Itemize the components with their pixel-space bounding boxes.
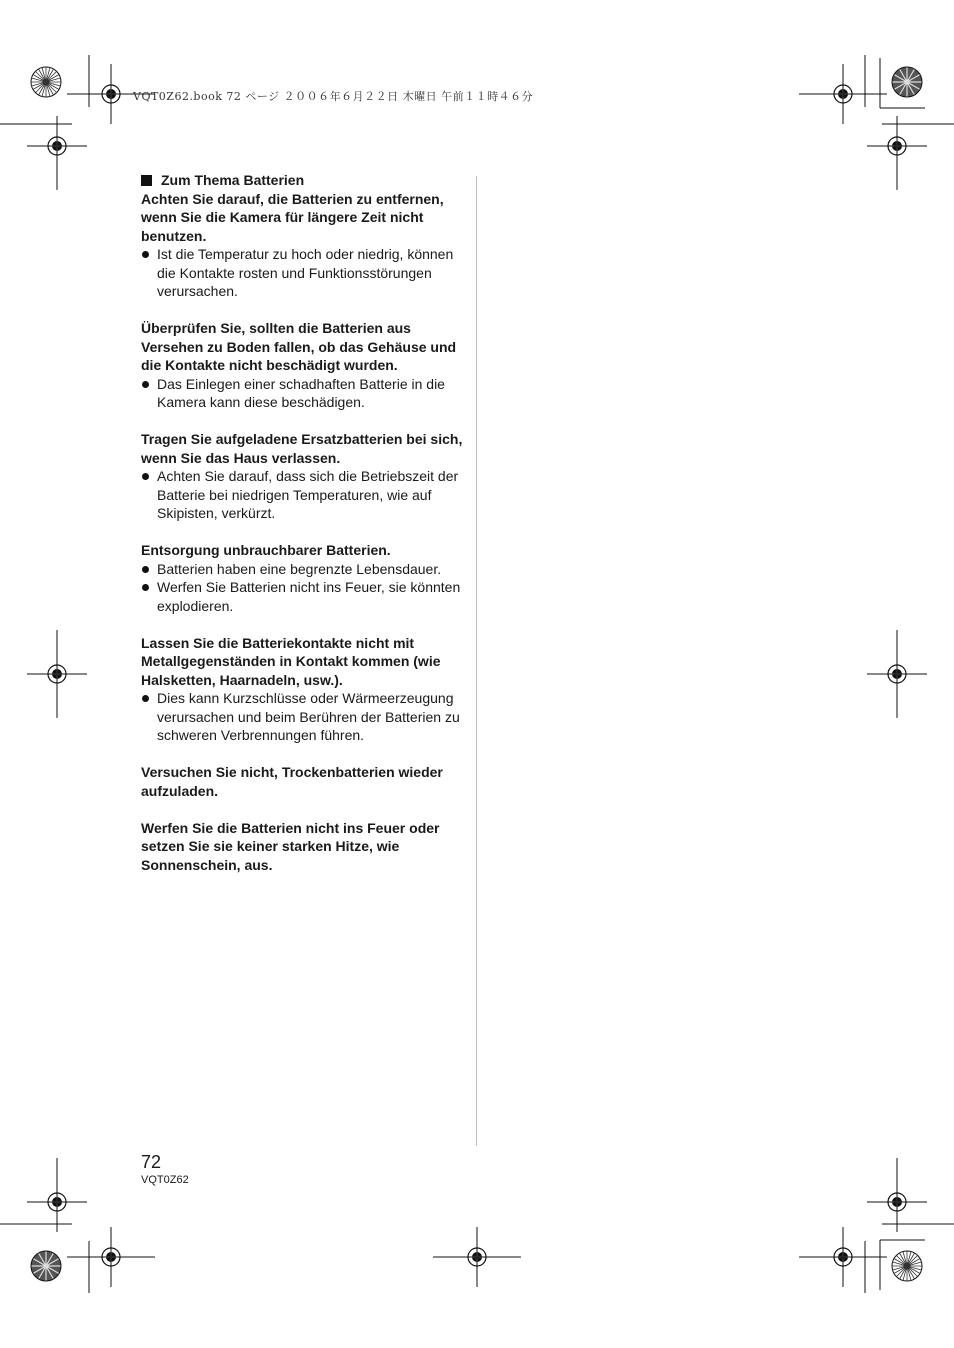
content-column bbox=[141, 171, 467, 893]
bullet-dot-icon bbox=[142, 566, 149, 573]
note-block bbox=[141, 634, 467, 745]
bullet-list bbox=[141, 560, 467, 616]
bullet-text: Batterien haben eine begrenzte Lebensdauer. bbox=[157, 560, 442, 577]
bullet-list bbox=[141, 245, 467, 301]
note-heading: Lassen Sie die Batteriekontakte nicht mit Metallgegenständen in Kontakt kommen (wie Halsketten, Haarnadeln, usw.). bbox=[141, 634, 441, 688]
note-heading: Werfen Sie die Batterien nicht ins Feuer oder setzen Sie sie keiner starken Hitze, wie Sonnenschein, aus. bbox=[141, 819, 440, 873]
bullet-list bbox=[141, 375, 467, 412]
bullet-text: Dies kann Kurzschlüsse oder Wärmeerzeugung verursachen und beim Berühren der Batterien zu schweren Verbrennungen führen. bbox=[157, 690, 460, 743]
bullet-list bbox=[141, 467, 467, 523]
bullet-text: Werfen Sie Batterien nicht ins Feuer, sie könnten explodieren. bbox=[157, 579, 461, 614]
bullet-dot-icon bbox=[142, 381, 149, 388]
note-block bbox=[141, 319, 467, 412]
section-title bbox=[141, 171, 467, 190]
bullet-text: Achten Sie darauf, dass sich die Betriebszeit der Batterie bei niedrigen Temperaturen, wie auf Skipisten, verkürzt. bbox=[157, 468, 459, 521]
bullet-item bbox=[141, 578, 467, 615]
bullet-text: Ist die Temperatur zu hoch oder niedrig, können die Kontakte rosten und Funktionsstörungen verursachen. bbox=[157, 246, 454, 299]
note-heading: Achten Sie darauf, die Batterien zu entfernen, wenn Sie die Kamera für längere Zeit nicht benutzen. bbox=[141, 190, 444, 244]
bullet-dot-icon bbox=[142, 695, 149, 702]
note-heading: Überprüfen Sie, sollten die Batterien aus Versehen zu Boden fallen, ob das Gehäuse und die Kontakte nicht beschädigt wurden. bbox=[141, 320, 457, 373]
note-heading: Entsorgung unbrauchbarer Batterien. bbox=[141, 542, 391, 558]
bullet-item bbox=[141, 689, 467, 745]
note-block bbox=[141, 430, 467, 523]
bullet-item bbox=[141, 245, 467, 301]
bullet-dot-icon bbox=[142, 584, 149, 591]
model-code: VQT0Z62 bbox=[141, 1174, 189, 1186]
note-heading: Tragen Sie aufgeladene Ersatzbatterien bei sich, wenn Sie das Haus verlassen. bbox=[141, 431, 463, 466]
note-block bbox=[141, 819, 467, 875]
bullet-item bbox=[141, 375, 467, 412]
bullet-item bbox=[141, 467, 467, 523]
bullet-dot-icon bbox=[142, 473, 149, 480]
column-divider bbox=[476, 176, 477, 1146]
bullet-list bbox=[141, 689, 467, 745]
section-title-text: Zum Thema Batterien bbox=[161, 172, 305, 188]
square-bullet-icon bbox=[141, 175, 152, 186]
bullet-dot-icon bbox=[142, 251, 149, 258]
page-number: 72 bbox=[141, 1152, 162, 1172]
note-block bbox=[141, 763, 467, 800]
note-block bbox=[141, 190, 467, 301]
print-info-header: VQT0Z62.book 72 ページ ２００６年６月２２日 木曜日 午前１１時４６分 bbox=[133, 90, 534, 103]
note-heading: Versuchen Sie nicht, Trockenbatterien wieder aufzuladen. bbox=[141, 764, 443, 799]
bullet-item bbox=[141, 560, 467, 579]
bullet-text: Das Einlegen einer schadhaften Batterie in die Kamera kann diese beschädigen. bbox=[157, 375, 445, 410]
note-block bbox=[141, 541, 467, 615]
